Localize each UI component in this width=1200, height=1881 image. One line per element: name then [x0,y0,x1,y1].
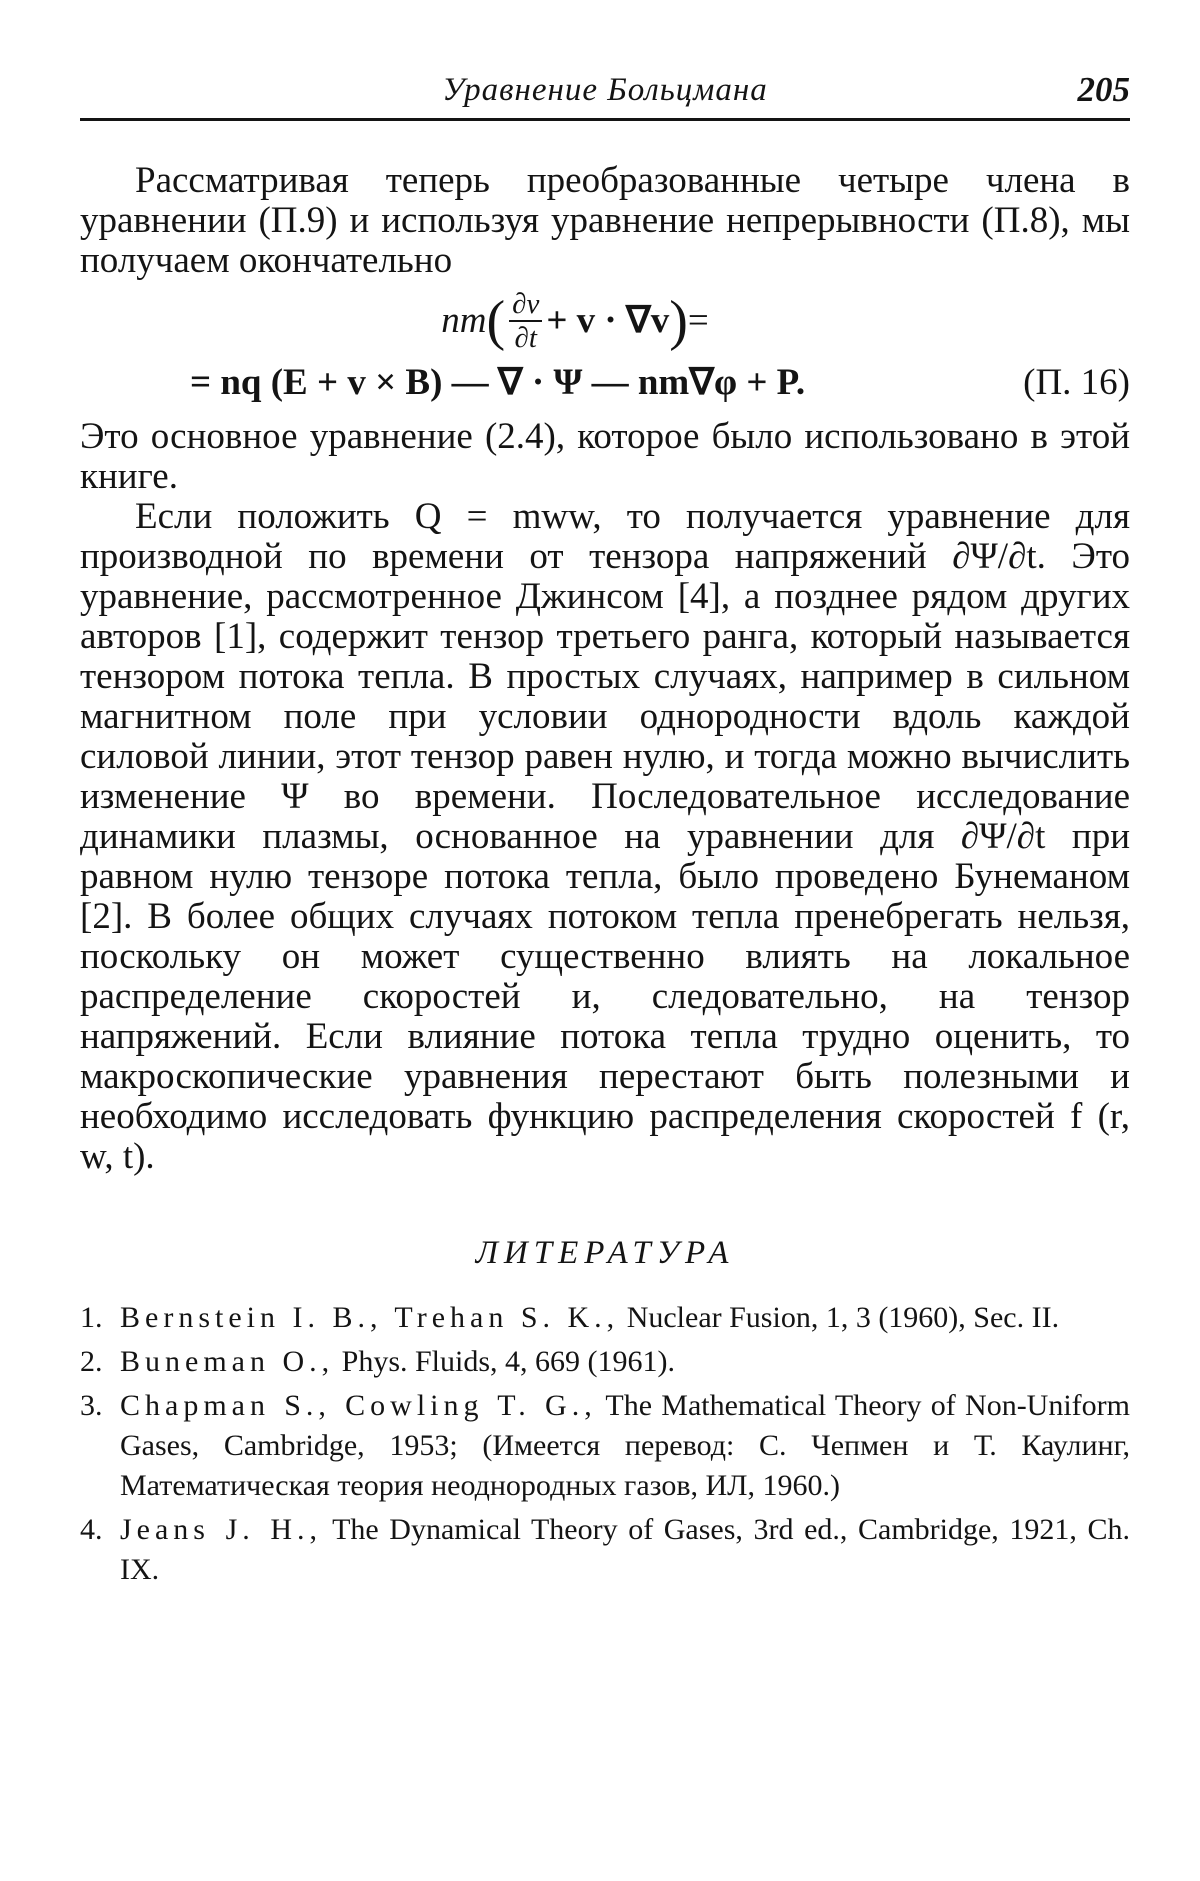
equation-label: (П. 16) [1023,362,1130,403]
reference-authors: Chapman S., Cowling T. G., [120,1389,597,1422]
reference-item [80,1510,1130,1590]
reference-item [80,1386,1130,1506]
reference-number: 3. [80,1389,103,1422]
reference-authors: Bernstein I. B., Trehan S. K., [120,1301,620,1334]
page-number: 205 [1077,70,1130,109]
paragraph-2: Это основное уравнение (2.4), которое было использовано в этой книге. [80,416,1130,497]
reference-authors: Jeans J. H., [120,1513,323,1546]
equation-lhs-tail: + v · ∇v [546,300,670,341]
reference-text: The Mathematical Theory of Non-Uniform Gases, Cambridge, 1953; (Имеется перевод: С. Чепмен и Т. Каулинг, Математическая теория неоднородных газов, ИЛ, 1960.) [120,1389,1130,1502]
reference-item [80,1298,1130,1338]
equation-lhs-prefix: nm [441,300,487,341]
equation-lhs-equals: = [687,300,709,341]
reference-text: Nuclear Fusion, 1, 3 (1960), Sec. II. [619,1301,1060,1334]
page-header [80,70,1130,121]
fraction-dv-dt [509,288,542,354]
equation-rhs: = nq (E + v × B) — ∇ · Ψ — nm∇φ + P. [190,362,806,403]
reference-text: The Dynamical Theory of Gases, 3rd ed., Cambridge, 1921, Ch. IX. [120,1513,1130,1586]
reference-item [80,1342,1130,1382]
reference-text: Phys. Fluids, 4, 669 (1961). [334,1345,676,1378]
right-paren: ) [669,290,688,352]
fraction-denominator: ∂t [514,322,537,354]
references-list [80,1298,1130,1590]
running-title: Уравнение Больцмана [442,72,768,108]
equation-lhs [80,285,1130,357]
reference-number: 1. [80,1301,103,1334]
equation-rhs-row [80,357,1130,409]
fraction-numerator: ∂v [509,288,542,322]
paragraph-3: Если положить Q = mww, то получается уравнение для производной по времени от тензора напряжений ∂Ψ/∂t. Это уравнение, рассмотренное Джинсом [4], а позднее рядом других авторов [1], содержит тензор третьего ранга, который называется тензором потока тепла. В простых случаях, например в сильном магнитном поле при условии однородности вдоль каждой силовой линии, этот тензор равен нулю, и тогда можно вычислить изменение Ψ во времени. Последовательное исследование динамики плазмы, основанное на уравнении для ∂Ψ/∂t при равном нулю тензоре потока тепла, было проведено Бунеманом [2]. В более общих случаях потоком тепла пренебрегать нельзя, поскольку он может существенно влиять на локальное распределение скоростей и, следовательно, на тензор напряжений. Если влияние потока тепла трудно оценить, то макроскопические уравнения перестают быть полезными и необходимо исследовать функцию распределения скоростей f (r, w, t). [80,496,1130,1177]
references-title: ЛИТЕРАТУРА [475,1235,735,1271]
left-paren: ( [486,290,506,352]
reference-number: 4. [80,1513,103,1546]
paragraph-1: Рассматривая теперь преобразованные четыре члена в уравнении (П.9) и используя уравнение непрерывности (П.8), мы получаем окончательно [80,160,1130,281]
reference-authors: Buneman O., [120,1345,335,1378]
reference-number: 2. [80,1345,103,1378]
